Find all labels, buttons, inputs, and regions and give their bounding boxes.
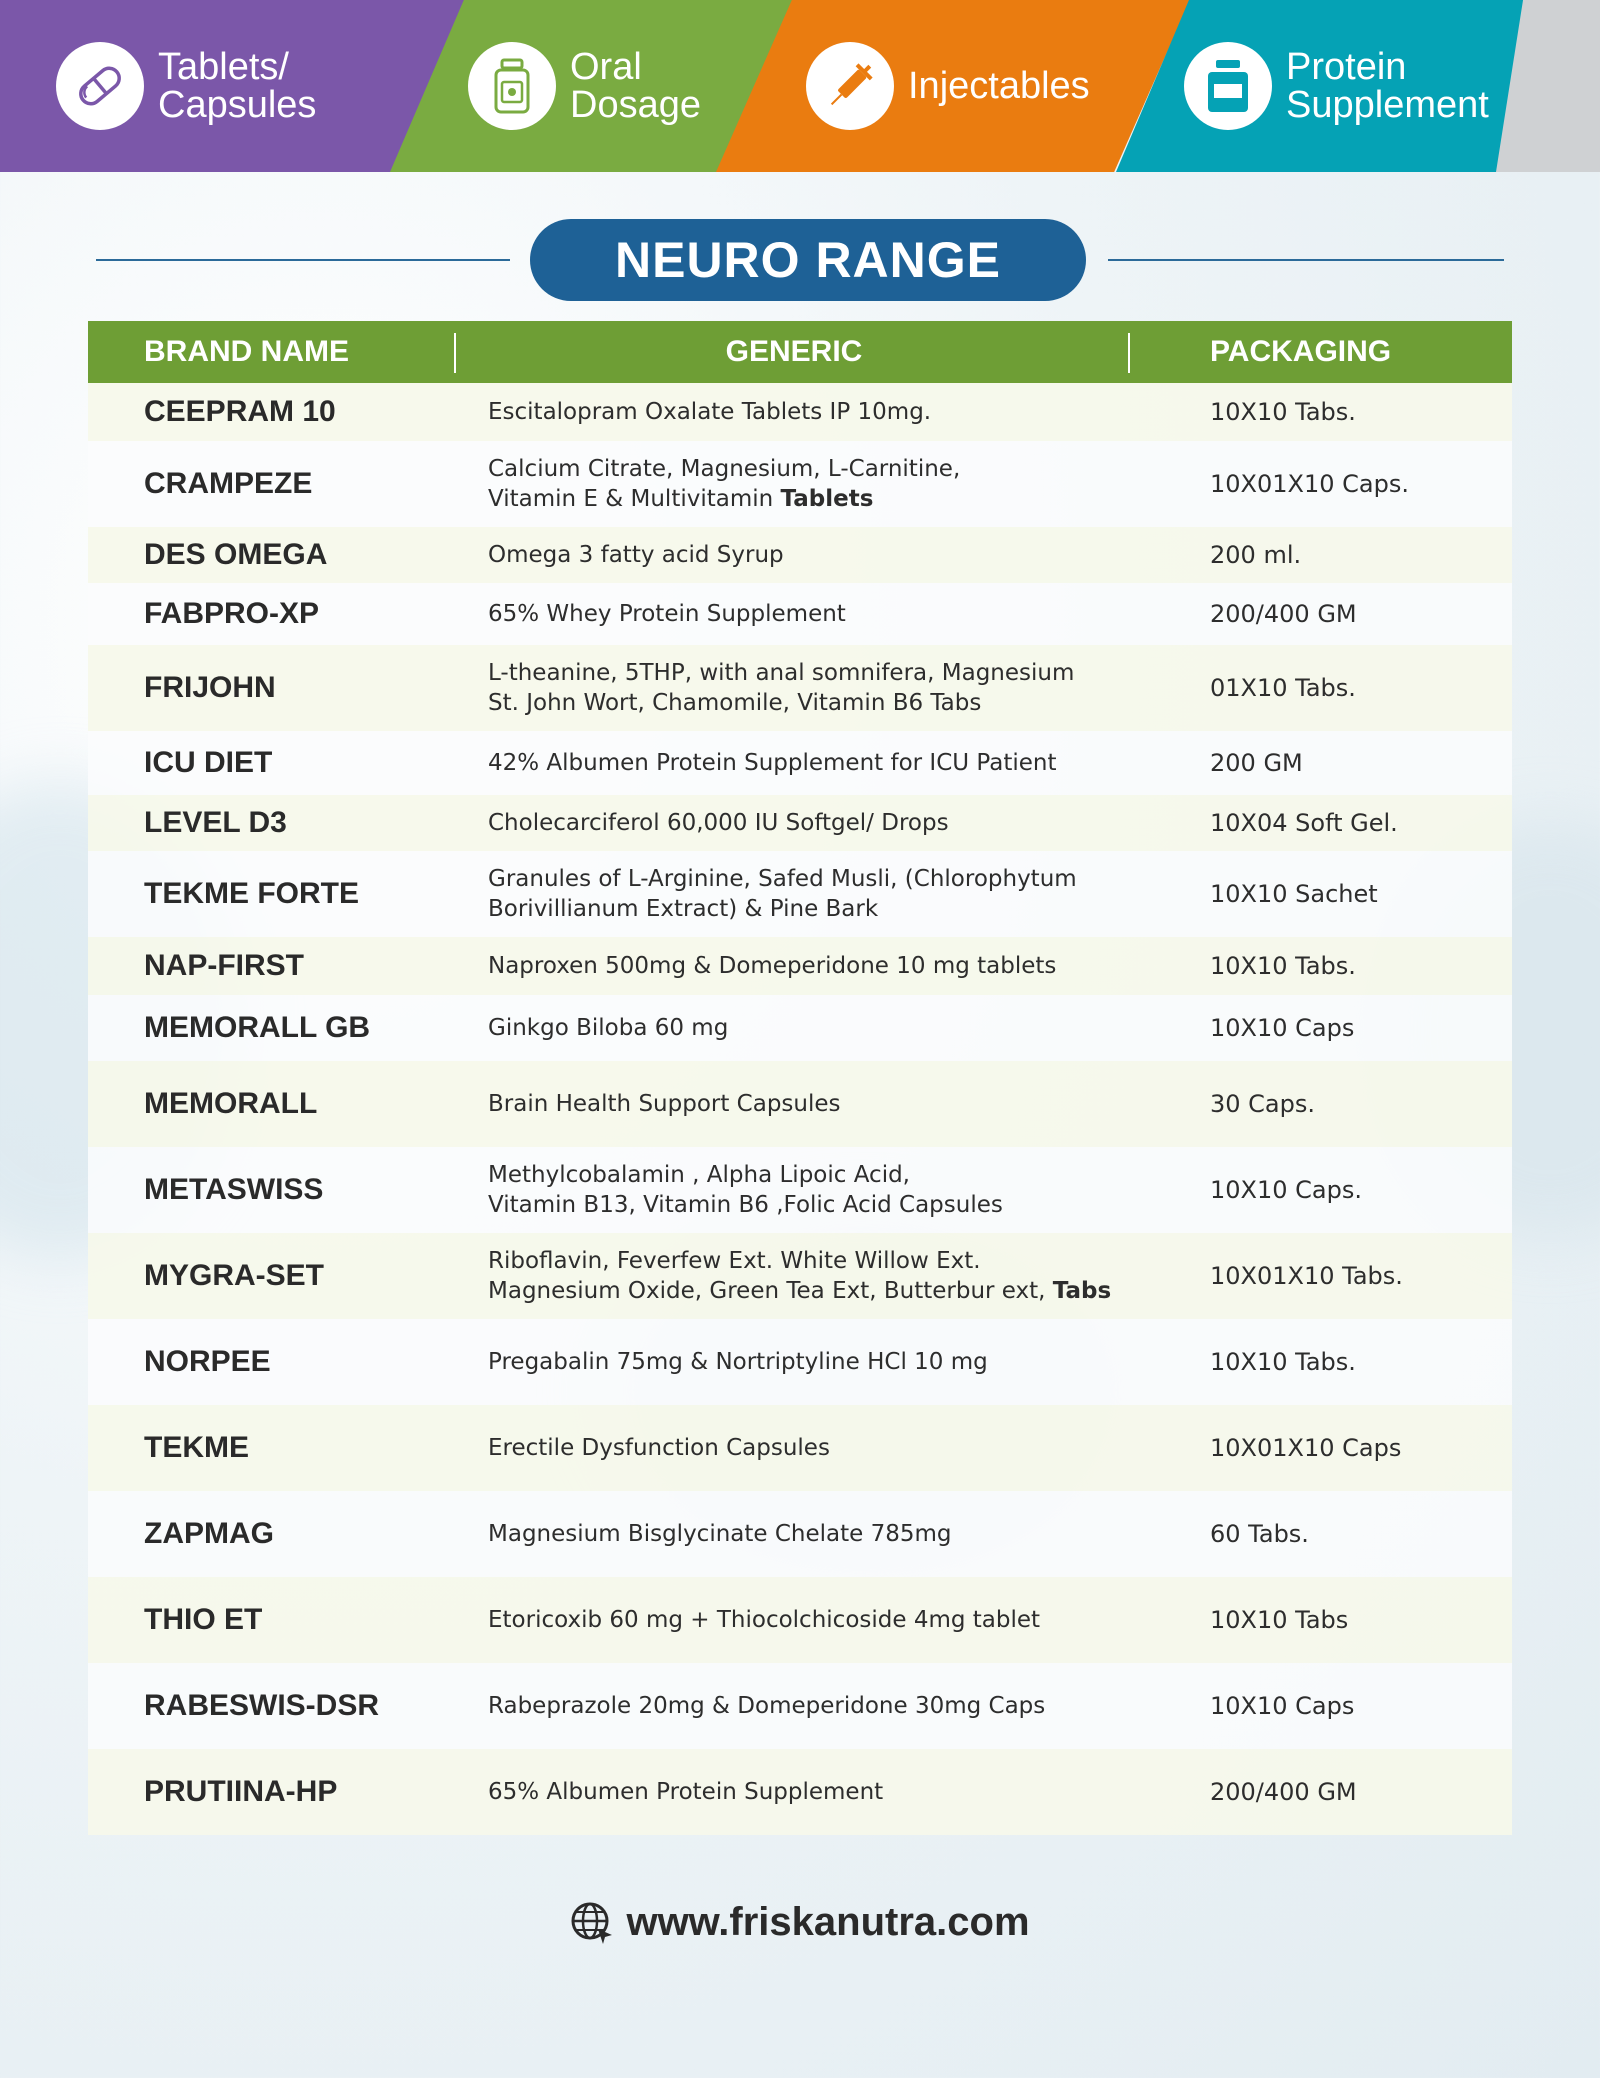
category-header xyxy=(0,0,1600,172)
generic-text: Granules of L-Arginine, Safed Musli, (Chlorophytum Borivillianum Extract) & Pine Bark xyxy=(488,866,1077,922)
packaging: 200/400 GM xyxy=(1210,600,1357,628)
category-oral-dosage xyxy=(468,0,701,172)
brand-name: ICU DIET xyxy=(144,746,273,779)
generic-description xyxy=(488,748,1168,778)
table-row xyxy=(88,441,1512,527)
generic-description xyxy=(488,397,1168,427)
category-injectables xyxy=(806,0,1090,172)
brand-name: MYGRA-SET xyxy=(144,1259,324,1292)
generic-description xyxy=(488,1605,1168,1635)
table-row xyxy=(88,995,1512,1061)
brand-name: CEEPRAM 10 xyxy=(144,395,336,428)
generic-text: L-theanine, 5THP, with anal somnifera, Magnesium St. John Wort, Chamomile, Vitamin B6 Tabs xyxy=(488,660,1075,716)
generic-description xyxy=(488,1691,1168,1721)
generic-text: Magnesium Bisglycinate Chelate 785mg xyxy=(488,1521,952,1547)
generic-text: Riboflavin, Feverfew Ext. White Willow Ext. Magnesium Oxide, Green Tea Ext, Butterbur ext, xyxy=(488,1248,1046,1304)
generic-description xyxy=(488,599,1168,629)
table-row xyxy=(88,1491,1512,1577)
packaging: 10X10 Tabs. xyxy=(1210,952,1356,980)
brand-name: METASWISS xyxy=(144,1173,324,1206)
brand-name: DES OMEGA xyxy=(144,538,328,571)
generic-text: Rabeprazole 20mg & Domeperidone 30mg Caps xyxy=(488,1693,1046,1719)
syringe-icon xyxy=(806,42,894,130)
table-row xyxy=(88,1233,1512,1319)
generic-text: Calcium Citrate, Magnesium, L-Carnitine, Vitamin E & Multivitamin xyxy=(488,456,961,512)
table-header xyxy=(88,321,1512,383)
generic-description xyxy=(488,540,1168,570)
generic-description xyxy=(488,1433,1168,1463)
packaging: 10X01X10 Caps xyxy=(1210,1434,1402,1462)
page-title: NEURO RANGE xyxy=(530,219,1086,301)
table-body xyxy=(88,383,1512,1835)
jar-icon xyxy=(1184,42,1272,130)
table-row xyxy=(88,1405,1512,1491)
capsule-icon xyxy=(56,42,144,130)
packaging: 10X10 Caps. xyxy=(1210,1176,1362,1204)
generic-description xyxy=(488,1013,1168,1043)
bottle-icon xyxy=(468,42,556,130)
website-link[interactable]: www.friskanutra.com xyxy=(626,1900,1030,1944)
category-tablets-capsules xyxy=(56,0,316,172)
packaging: 200/400 GM xyxy=(1210,1778,1357,1806)
generic-text: 42% Albumen Protein Supplement for ICU Patient xyxy=(488,750,1057,776)
brand-name: PRUTIINA-HP xyxy=(144,1775,338,1808)
packaging: 10X04 Soft Gel. xyxy=(1210,809,1398,837)
footer xyxy=(0,1900,1600,1945)
generic-text: Cholecarciferol 60,000 IU Softgel/ Drops xyxy=(488,810,949,836)
packaging: 10X10 Caps xyxy=(1210,1692,1355,1720)
header-divider xyxy=(454,333,456,373)
generic-description xyxy=(488,808,1168,838)
packaging: 10X10 Sachet xyxy=(1210,880,1378,908)
table-row xyxy=(88,937,1512,995)
generic-description xyxy=(488,1089,1168,1119)
generic-text: Ginkgo Biloba 60 mg xyxy=(488,1015,729,1041)
table-row xyxy=(88,1319,1512,1405)
table-row xyxy=(88,1147,1512,1233)
brand-name: MEMORALL xyxy=(144,1087,318,1120)
packaging: 10X10 Tabs xyxy=(1210,1606,1349,1634)
brand-name: MEMORALL GB xyxy=(144,1011,371,1044)
brand-name: NAP-FIRST xyxy=(144,949,304,982)
generic-description xyxy=(488,1160,1168,1220)
brand-name: TEKME xyxy=(144,1431,249,1464)
header-packaging: PACKAGING xyxy=(1210,335,1392,368)
packaging: 10X10 Tabs. xyxy=(1210,398,1356,426)
packaging: 10X10 Caps xyxy=(1210,1014,1355,1042)
brand-name: ZAPMAG xyxy=(144,1517,274,1550)
table-row xyxy=(88,383,1512,441)
title-divider xyxy=(96,259,510,261)
generic-text: Escitalopram Oxalate Tablets IP 10mg. xyxy=(488,399,932,425)
generic-description xyxy=(488,1777,1168,1807)
generic-description xyxy=(488,658,1168,718)
title-divider xyxy=(1108,259,1504,261)
generic-text: Brain Health Support Capsules xyxy=(488,1091,841,1117)
generic-text: Methylcobalamin , Alpha Lipoic Acid, Vitamin B13, Vitamin B6 ,Folic Acid Capsules xyxy=(488,1162,1003,1218)
table-row xyxy=(88,1663,1512,1749)
brand-name: FABPRO-XP xyxy=(144,597,320,630)
header-divider xyxy=(1128,333,1130,373)
table-row xyxy=(88,1749,1512,1835)
packaging: 60 Tabs. xyxy=(1210,1520,1309,1548)
generic-text: Omega 3 fatty acid Syrup xyxy=(488,542,784,568)
brand-name: RABESWIS-DSR xyxy=(144,1689,380,1722)
generic-text: Pregabalin 75mg & Nortriptyline HCl 10 mg xyxy=(488,1349,988,1375)
generic-bold-text: Tabs xyxy=(1052,1278,1112,1304)
category-label: Injectables xyxy=(908,65,1090,107)
header-generic: GENERIC xyxy=(725,335,863,368)
packaging: 10X10 Tabs. xyxy=(1210,1348,1356,1376)
brand-name: CRAMPEZE xyxy=(144,467,313,500)
generic-text: Etoricoxib 60 mg + Thiocolchicoside 4mg tablet xyxy=(488,1607,1041,1633)
packaging: 01X10 Tabs. xyxy=(1210,674,1356,702)
generic-text: 65% Albumen Protein Supplement xyxy=(488,1779,884,1805)
generic-description xyxy=(488,864,1168,924)
category-protein-supplement xyxy=(1184,0,1489,172)
packaging: 10X01X10 Caps. xyxy=(1210,470,1409,498)
generic-text: 65% Whey Protein Supplement xyxy=(488,601,846,627)
generic-description xyxy=(488,1246,1168,1306)
product-table xyxy=(88,321,1512,1835)
table-row xyxy=(88,851,1512,937)
generic-text: Erectile Dysfunction Capsules xyxy=(488,1435,830,1461)
brand-name: NORPEE xyxy=(144,1345,271,1378)
generic-description xyxy=(488,454,1168,514)
generic-bold-text: Tablets xyxy=(780,486,874,512)
generic-description xyxy=(488,1347,1168,1377)
table-row xyxy=(88,795,1512,851)
category-label: Protein Supplement xyxy=(1286,46,1489,126)
table-row xyxy=(88,1577,1512,1663)
header-brand-name: BRAND NAME xyxy=(144,335,349,368)
table-row xyxy=(88,645,1512,731)
table-row xyxy=(88,527,1512,583)
brand-name: THIO ET xyxy=(144,1603,263,1636)
brand-name: FRIJOHN xyxy=(144,671,276,704)
packaging: 200 GM xyxy=(1210,749,1303,777)
table-row xyxy=(88,731,1512,795)
generic-description xyxy=(488,951,1168,981)
category-label: Oral Dosage xyxy=(570,46,701,126)
generic-text: Naproxen 500mg & Domeperidone 10 mg tablets xyxy=(488,953,1057,979)
packaging: 10X01X10 Tabs. xyxy=(1210,1262,1403,1290)
packaging: 200 ml. xyxy=(1210,541,1302,569)
generic-description xyxy=(488,1519,1168,1549)
table-row xyxy=(88,583,1512,645)
brand-name: LEVEL D3 xyxy=(144,806,287,839)
globe-icon xyxy=(570,1901,614,1945)
packaging: 30 Caps. xyxy=(1210,1090,1315,1118)
brand-name: TEKME FORTE xyxy=(144,877,359,910)
table-row xyxy=(88,1061,1512,1147)
category-label: Tablets/ Capsules xyxy=(158,46,317,126)
